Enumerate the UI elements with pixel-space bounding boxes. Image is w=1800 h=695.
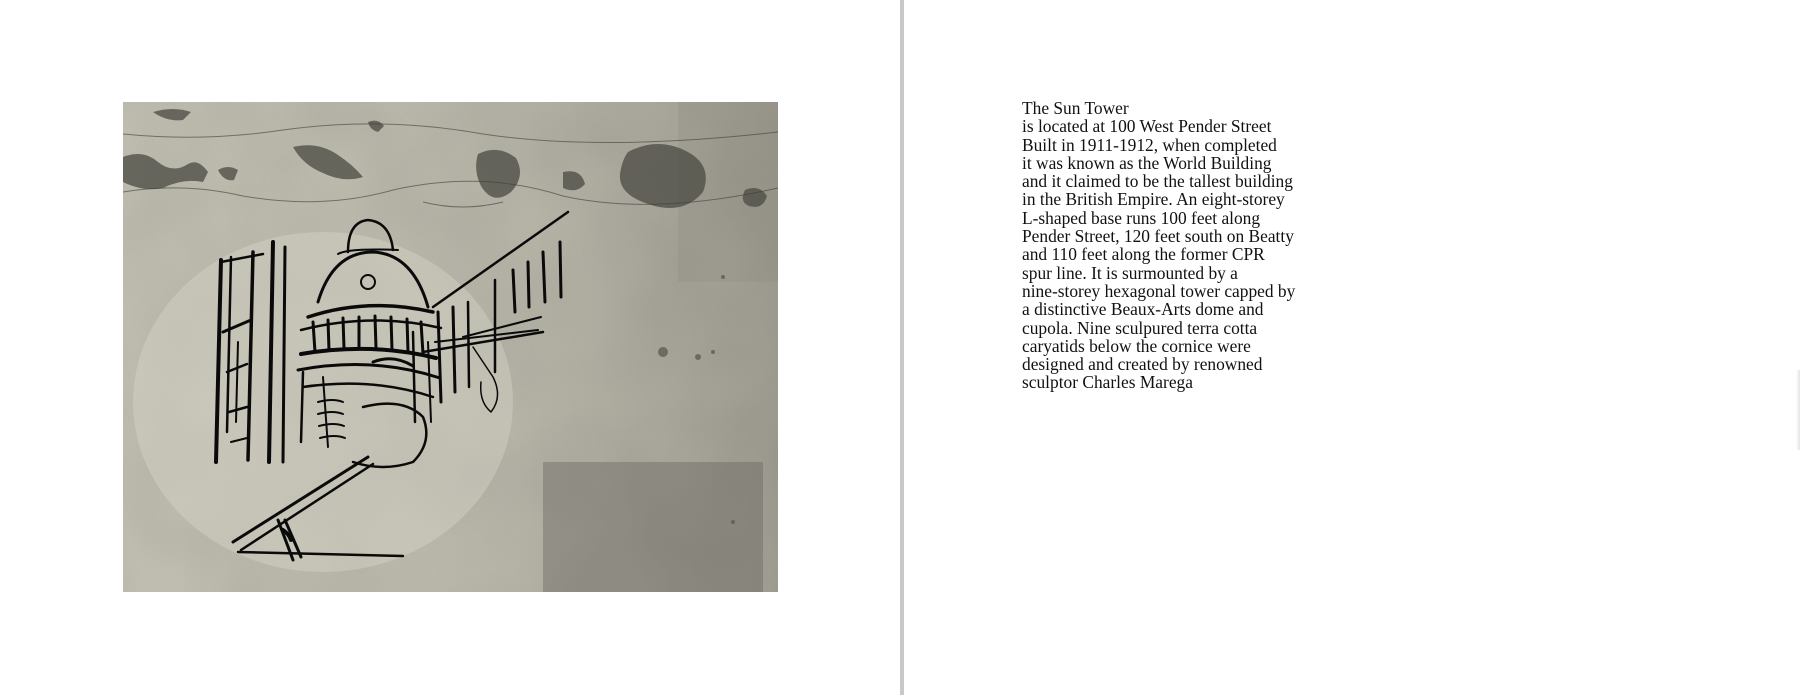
wall-sketch-image (123, 102, 778, 592)
text-line: spur line. It is surmounted by a (1022, 262, 1238, 283)
text-line: a distinctive Beaux-Arts dome and (1022, 299, 1264, 320)
page-edge-shadow (1796, 370, 1800, 450)
light-patch (133, 232, 513, 572)
text-line: and it claimed to be the tallest building (1022, 171, 1293, 192)
text-line: and 110 feet along the former CPR (1022, 244, 1265, 265)
text-line: Built in 1911-1912, when completed (1022, 134, 1277, 155)
text-line: L-shaped base runs 100 feet along (1022, 207, 1261, 228)
description-text (1022, 99, 1352, 392)
text-line: is located at 100 West Pender Street (1022, 116, 1272, 137)
text-line: cupola. Nine sculpured terra cotta (1022, 317, 1258, 338)
text-line: Pender Street, 120 feet south on Beatty (1022, 226, 1294, 247)
text-line: caryatids below the cornice were (1022, 335, 1251, 356)
text-line: designed and created by renowned (1022, 354, 1263, 375)
dark-patch (543, 462, 763, 592)
sketch-photo (123, 102, 778, 592)
text-line: nine-storey hexagonal tower capped by (1022, 280, 1296, 301)
text-line: in the British Empire. An eight-storey (1022, 189, 1285, 210)
text-line: it was known as the World Building (1022, 152, 1272, 173)
text-line: sculptor Charles Marega (1022, 372, 1193, 393)
text-title-line: The Sun Tower (1022, 98, 1129, 118)
